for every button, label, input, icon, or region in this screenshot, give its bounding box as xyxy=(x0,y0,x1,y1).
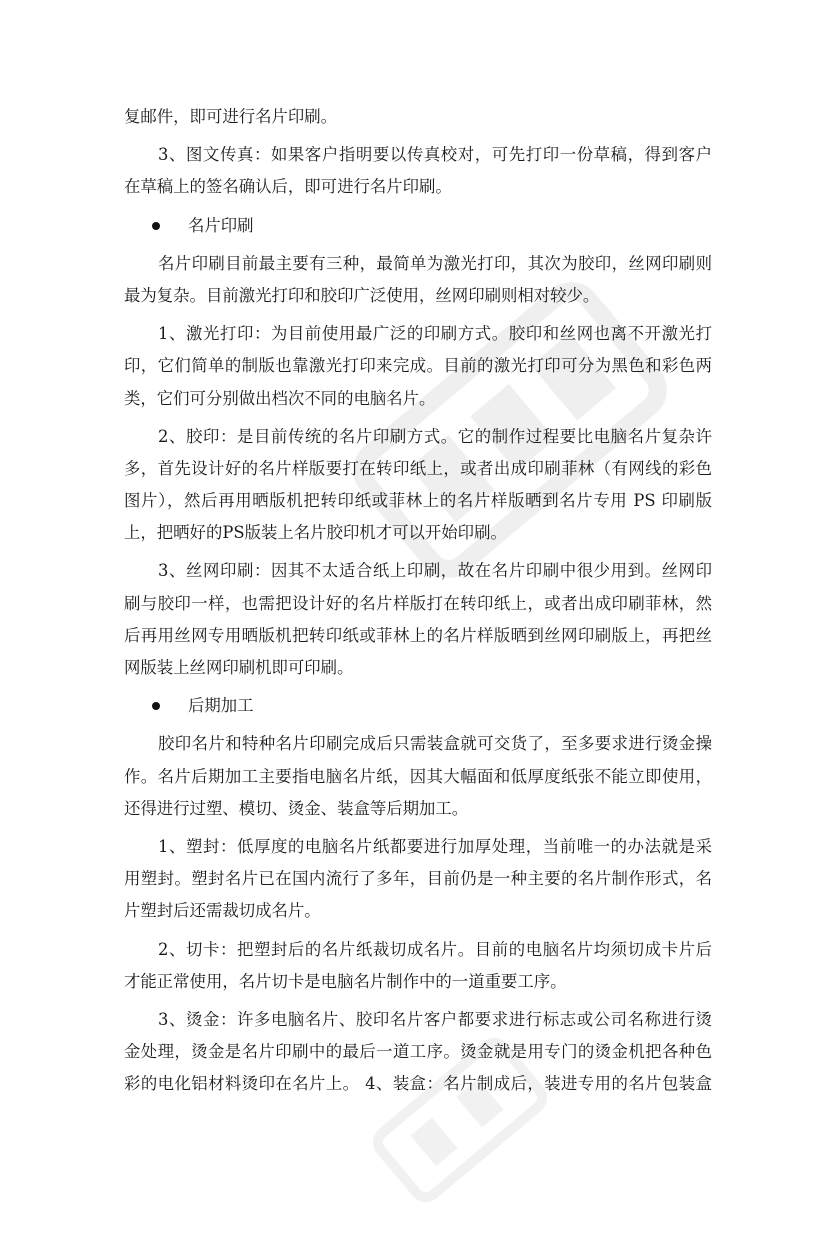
text-line: 3、丝网印刷：因其不太适合纸上印刷，故在名片印刷中很少用到。丝网印 xyxy=(158,561,712,581)
paragraph-p-cut xyxy=(124,934,712,998)
text-line: 后再用丝网专用晒版机把转印纸或菲林上的名片样版晒到丝网印刷版上，再把丝 xyxy=(124,625,712,645)
text-line: 1、塑封：低厚度的电脑名片纸都要进行加厚处理，当前唯一的办法就是采 xyxy=(158,836,712,856)
text-line: 复邮件，即可进行名片印刷。 xyxy=(124,107,338,126)
section-heading-label: 名片印刷 xyxy=(188,215,254,235)
text-line: 3、烫金：许多电脑名片、胶印名片客户都要求进行标志或公司名称进行烫 xyxy=(158,1009,712,1029)
text-line: 名片印刷目前最主要有三种，最简单为激光打印，其次为胶印，丝网印刷则 xyxy=(158,253,712,273)
document-body xyxy=(124,101,712,1100)
text-line: 还得进行过塑、模切、烫金、装盒等后期加工。 xyxy=(124,798,469,818)
text-line: 2、切卡：把塑封后的名片纸裁切成名片。目前的电脑名片均须切成卡片后 xyxy=(158,939,712,959)
paragraph-p-offset xyxy=(124,421,712,550)
text-line: 片塑封后还需裁切成名片。 xyxy=(124,901,321,921)
text-line: 用塑封。塑封名片已在国内流行了多年，目前仍是一种主要的名片制作形式，名 xyxy=(124,869,712,889)
paragraph-p-screen xyxy=(124,555,712,684)
text-line: 胶印名片和特种名片印刷完成后只需装盒就可交货了，至多要求进行烫金操 xyxy=(158,734,712,754)
text-line: 金处理，烫金是名片印刷中的最后一道工序。烫金就是用专门的烫金机把各种色 xyxy=(124,1042,712,1062)
text-line: 类，它们可分别做出档次不同的电脑名片。 xyxy=(124,388,436,408)
paragraph-p-laminate xyxy=(124,831,712,928)
paragraph-p-fax xyxy=(124,139,712,203)
text-line: 多，首先设计好的名片样版要打在转印纸上，或者出成印刷菲林（有网线的彩色 xyxy=(124,458,712,478)
text-line: 图片），然后再用晒版机把转印纸或菲林上的名片样版晒到名片专用 PS 印刷版 xyxy=(124,491,712,511)
paragraph-p-post-intro xyxy=(124,728,712,825)
text-line: 在草稿上的签名确认后，即可进行名片印刷。 xyxy=(124,177,452,197)
text-line: 网版装上丝网印刷机即可印刷。 xyxy=(124,658,354,677)
text-line: 才能正常使用，名片切卡是电脑名片制作中的一道重要工序。 xyxy=(124,971,567,991)
section-heading-label: 后期加工 xyxy=(188,696,254,716)
paragraph-p-foil xyxy=(124,1004,712,1101)
paragraph-p-printing-intro xyxy=(124,248,712,312)
text-line: 印，它们简单的制版也靠激光打印来完成。目前的激光打印可分为黑色和彩色两 xyxy=(124,356,712,376)
bullet-icon xyxy=(152,702,160,710)
text-line: 2、胶印：是目前传统的名片印刷方式。它的制作过程要比电脑名片复杂许 xyxy=(158,426,712,446)
text-line: 彩的电化铝材料烫印在名片上。 4、装盒：名片制成后，装进专用的名片包装盒 xyxy=(124,1074,712,1094)
text-line: 刷与胶印一样，也需把设计好的名片样版打在转印纸上，或者出成印刷菲林，然 xyxy=(124,593,712,613)
text-line: 3、图文传真：如果客户指明要以传真校对，可先打印一份草稿，得到客户 xyxy=(158,145,712,165)
paragraph-p-laser xyxy=(124,318,712,415)
text-line: 1、激光打印：为目前使用最广泛的印刷方式。胶印和丝网也离不开激光打 xyxy=(158,324,712,344)
text-line: 上，把晒好的PS版装上名片胶印机才可以开始印刷。 xyxy=(124,523,507,543)
text-line: 最为复杂。目前激光打印和胶印广泛使用，丝网印刷则相对较少。 xyxy=(124,285,600,305)
text-line: 作。名片后期加工主要指电脑名片纸，因其大幅面和低厚度纸张不能立即使用， xyxy=(124,766,712,786)
section-heading-h-printing xyxy=(124,210,712,242)
bullet-icon xyxy=(152,222,160,230)
paragraph-p-intro-tail xyxy=(124,101,712,133)
section-heading-h-post xyxy=(124,690,712,722)
